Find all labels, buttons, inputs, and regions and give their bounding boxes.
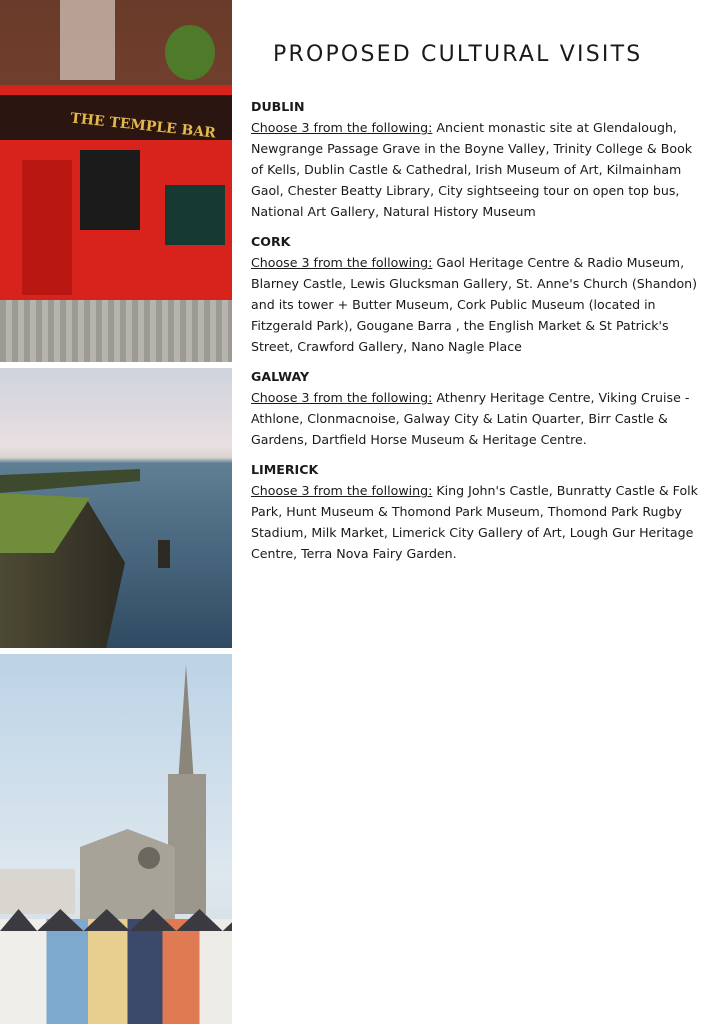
section-cork xyxy=(251,231,701,357)
section-body xyxy=(251,252,701,357)
pub-sign-text: THE TEMPLE BAR xyxy=(69,110,217,142)
section-heading: LIMERICK xyxy=(251,462,319,477)
section-text: Gaol Heritage Centre & Radio Museum, Blarney Castle, Lewis Glucksman Gallery, St. Anne's Church (Shandon) and its tower + Butter Museum, Cork Public Museum (located in Fitzgerald Park), Gougane Barra , the English Market & St Patrick's Street, Crawford Gallery, Nano Nagle Place xyxy=(251,255,698,354)
temple-bar-photo xyxy=(0,0,232,362)
section-heading: GALWAY xyxy=(251,369,310,384)
section-text: King John's Castle, Bunratty Castle & Folk Park, Hunt Museum & Thomond Park Museum, Thomond Park Rugby Stadium, Milk Market, Limerick City Gallery of Art, Lough Gur Heritage Centre, Terra Nova Fairy Garden. xyxy=(251,483,698,561)
section-body xyxy=(251,117,701,222)
section-limerick xyxy=(251,459,701,564)
section-dublin xyxy=(251,96,701,222)
visits-list xyxy=(251,96,701,573)
section-lead: Choose 3 from the following: xyxy=(251,255,433,270)
section-text: Ancient monastic site at Glendalough, Newgrange Passage Grave in the Boyne Valley, Trinity College & Book of Kells, Dublin Castle & Cathedral, Irish Museum of Art, Kilmainham Gaol, Chester Beatty Library, City sightseeing tour on open top bus, National Art Gallery, Natural History Museum xyxy=(251,120,693,219)
page-title: PROPOSED CULTURAL VISITS xyxy=(273,42,643,67)
section-lead: Choose 3 from the following: xyxy=(251,390,433,405)
section-lead: Choose 3 from the following: xyxy=(251,483,433,498)
cobh-cathedral-photo xyxy=(0,654,232,1024)
section-body xyxy=(251,480,701,564)
cliffs-of-moher-photo xyxy=(0,368,232,648)
section-heading: DUBLIN xyxy=(251,99,305,114)
section-body xyxy=(251,387,701,450)
section-galway xyxy=(251,366,701,450)
section-heading: CORK xyxy=(251,234,291,249)
section-text: Athenry Heritage Centre, Viking Cruise - Athlone, Clonmacnoise, Galway City & Latin Quarter, Birr Castle & Gardens, Dartfield Horse Museum & Heritage Centre. xyxy=(251,390,690,447)
section-lead: Choose 3 from the following: xyxy=(251,120,433,135)
